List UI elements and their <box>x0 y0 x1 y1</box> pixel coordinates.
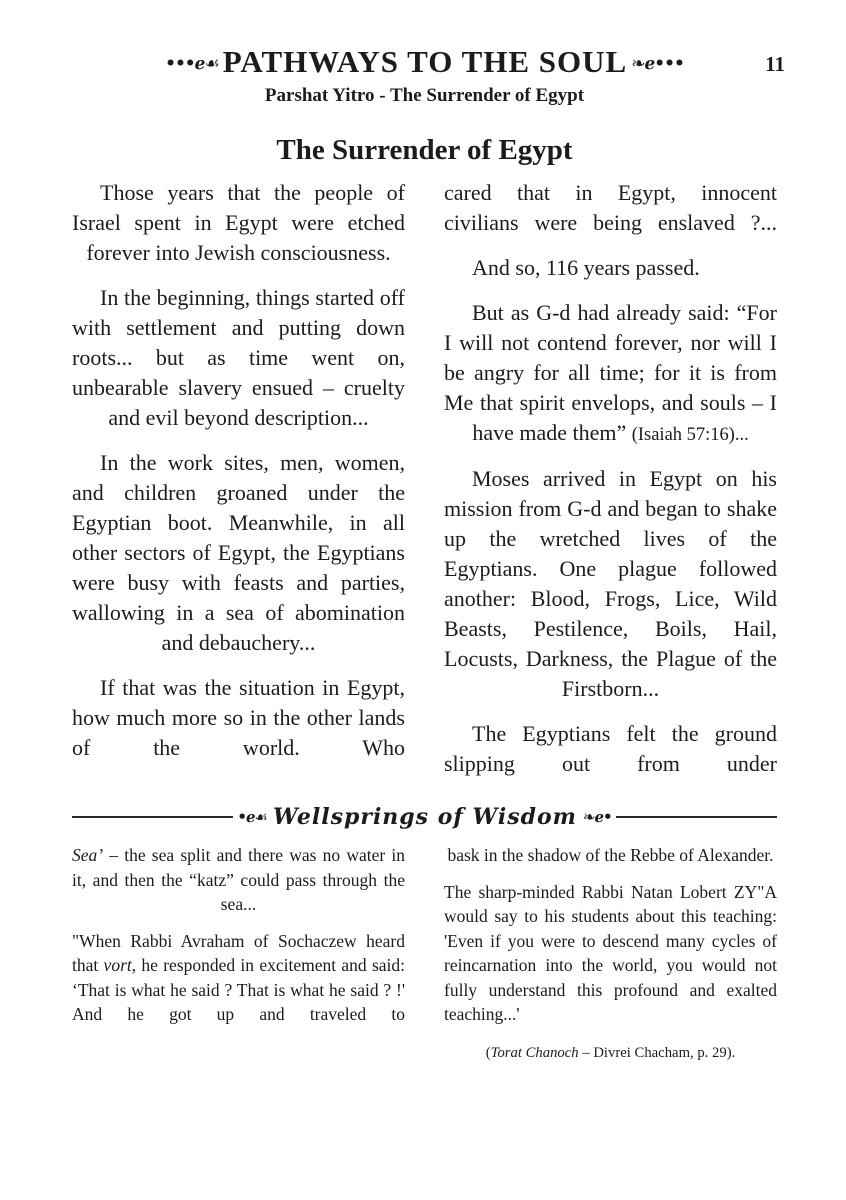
text-segment: The Egyptians felt the ground slipping out from under <box>444 721 777 776</box>
divider-line-left <box>72 816 233 818</box>
divider-flourish-left-icon: •ℯ☙ <box>237 808 267 826</box>
paragraph <box>72 178 405 268</box>
text-segment: Sea’ <box>72 845 104 865</box>
footnotes-columns <box>72 843 777 1077</box>
paragraph <box>444 253 777 283</box>
paragraph <box>444 178 777 238</box>
divider-flourish-right-icon: ❧ℯ• <box>582 808 612 826</box>
article-columns <box>72 178 777 794</box>
footnotes-left-column <box>72 843 405 1077</box>
paragraph <box>72 283 405 433</box>
page-number: 11 <box>765 52 785 76</box>
text-segment: ( <box>485 1044 491 1061</box>
text-segment: "When Rabbi Avraham of Sochaczew heard that <box>72 930 405 975</box>
article-left-column <box>72 178 405 794</box>
paragraph <box>72 929 405 1027</box>
text-segment: , he responded in excitement and said: ‘That is what he said ? That is what he said ? !' And he got up and traveled to <box>72 955 406 1024</box>
text-segment: cared that in Egypt, innocent civilians were being enslaved ?... <box>444 180 777 235</box>
text-segment: The sharp-minded Rabbi Natan Lobert ZY"A would say to his students about this teaching: 'Even if you were to descend many cycles of reincarnation into the world, you would not fully understand this profound and exalted teaching...' <box>444 881 777 1024</box>
text-segment: vort <box>103 955 132 975</box>
text-segment: – Divrei Chacham, p. 29). <box>578 1044 736 1061</box>
chapter-subtitle: Parshat Yitro - The Surrender of Egypt <box>264 85 585 106</box>
text-segment: But as G-d had already said: “For I will not contend forever, nor will I be angry for all time; for it is from Me that spirit envelops, and souls – I have made them” <box>444 300 777 445</box>
paragraph <box>444 880 777 1027</box>
article-right-column <box>444 178 777 794</box>
text-segment: In the beginning, things started off with settlement and putting down roots... but as time went on, unbearable slavery ensued – cruelty and evil beyond description... <box>72 285 405 430</box>
paragraph <box>72 448 405 658</box>
flourish-right-icon: ❧ℯ••• <box>631 54 684 74</box>
paragraph <box>444 1039 777 1066</box>
text-segment: Those years that the people of Israel spent in Egypt were etched forever into Jewish consciousness. <box>72 180 405 265</box>
text-segment: – the sea split and there was no water in it, and then the “katz” could pass through the sea... <box>72 845 405 914</box>
text-segment: And so, 116 years passed. <box>472 255 700 280</box>
paragraph <box>444 298 777 449</box>
divider-line-right <box>616 816 777 818</box>
header-title-row <box>72 44 777 80</box>
footnotes-divider <box>72 804 777 830</box>
paragraph <box>444 719 777 779</box>
text-segment: Torat Chanoch <box>490 1044 579 1061</box>
paragraph <box>72 843 405 917</box>
text-segment: bask in the shadow of the Rebbe of Alexander. <box>447 845 774 865</box>
footnotes-right-column <box>444 843 777 1077</box>
text-segment: If that was the situation in Egypt, how much more so in the other lands of the world. Who <box>72 675 405 760</box>
page-header <box>72 44 785 107</box>
paragraph <box>444 464 777 704</box>
article-title: The Surrender of Egypt <box>276 134 573 166</box>
book-title: PATHWAYS TO THE SOUL <box>222 44 628 79</box>
text-segment: In the work sites, men, women, and children groaned under the Egyptian boot. Meanwhile, in all other sectors of Egypt, the Egyptians were busy with feasts and parties, wallowing in a sea of abomination and debauchery... <box>72 450 405 655</box>
text-segment: Moses arrived in Egypt on his mission from G-d and began to shake up the wretched lives of the Egyptians. One plague followed another: Blood, Frogs, Lice, Wild Beasts, Pestilence, Boils, Hail, Locusts, Darkness, the Plague of the Firstborn... <box>444 466 777 701</box>
text-segment: (Isaiah 57:16)... <box>631 424 749 444</box>
paragraph <box>444 843 777 868</box>
footnotes-section-title: Wellsprings of Wisdom <box>272 804 577 830</box>
flourish-left-icon: •••ℯ☙ <box>165 54 219 74</box>
paragraph <box>72 673 405 763</box>
